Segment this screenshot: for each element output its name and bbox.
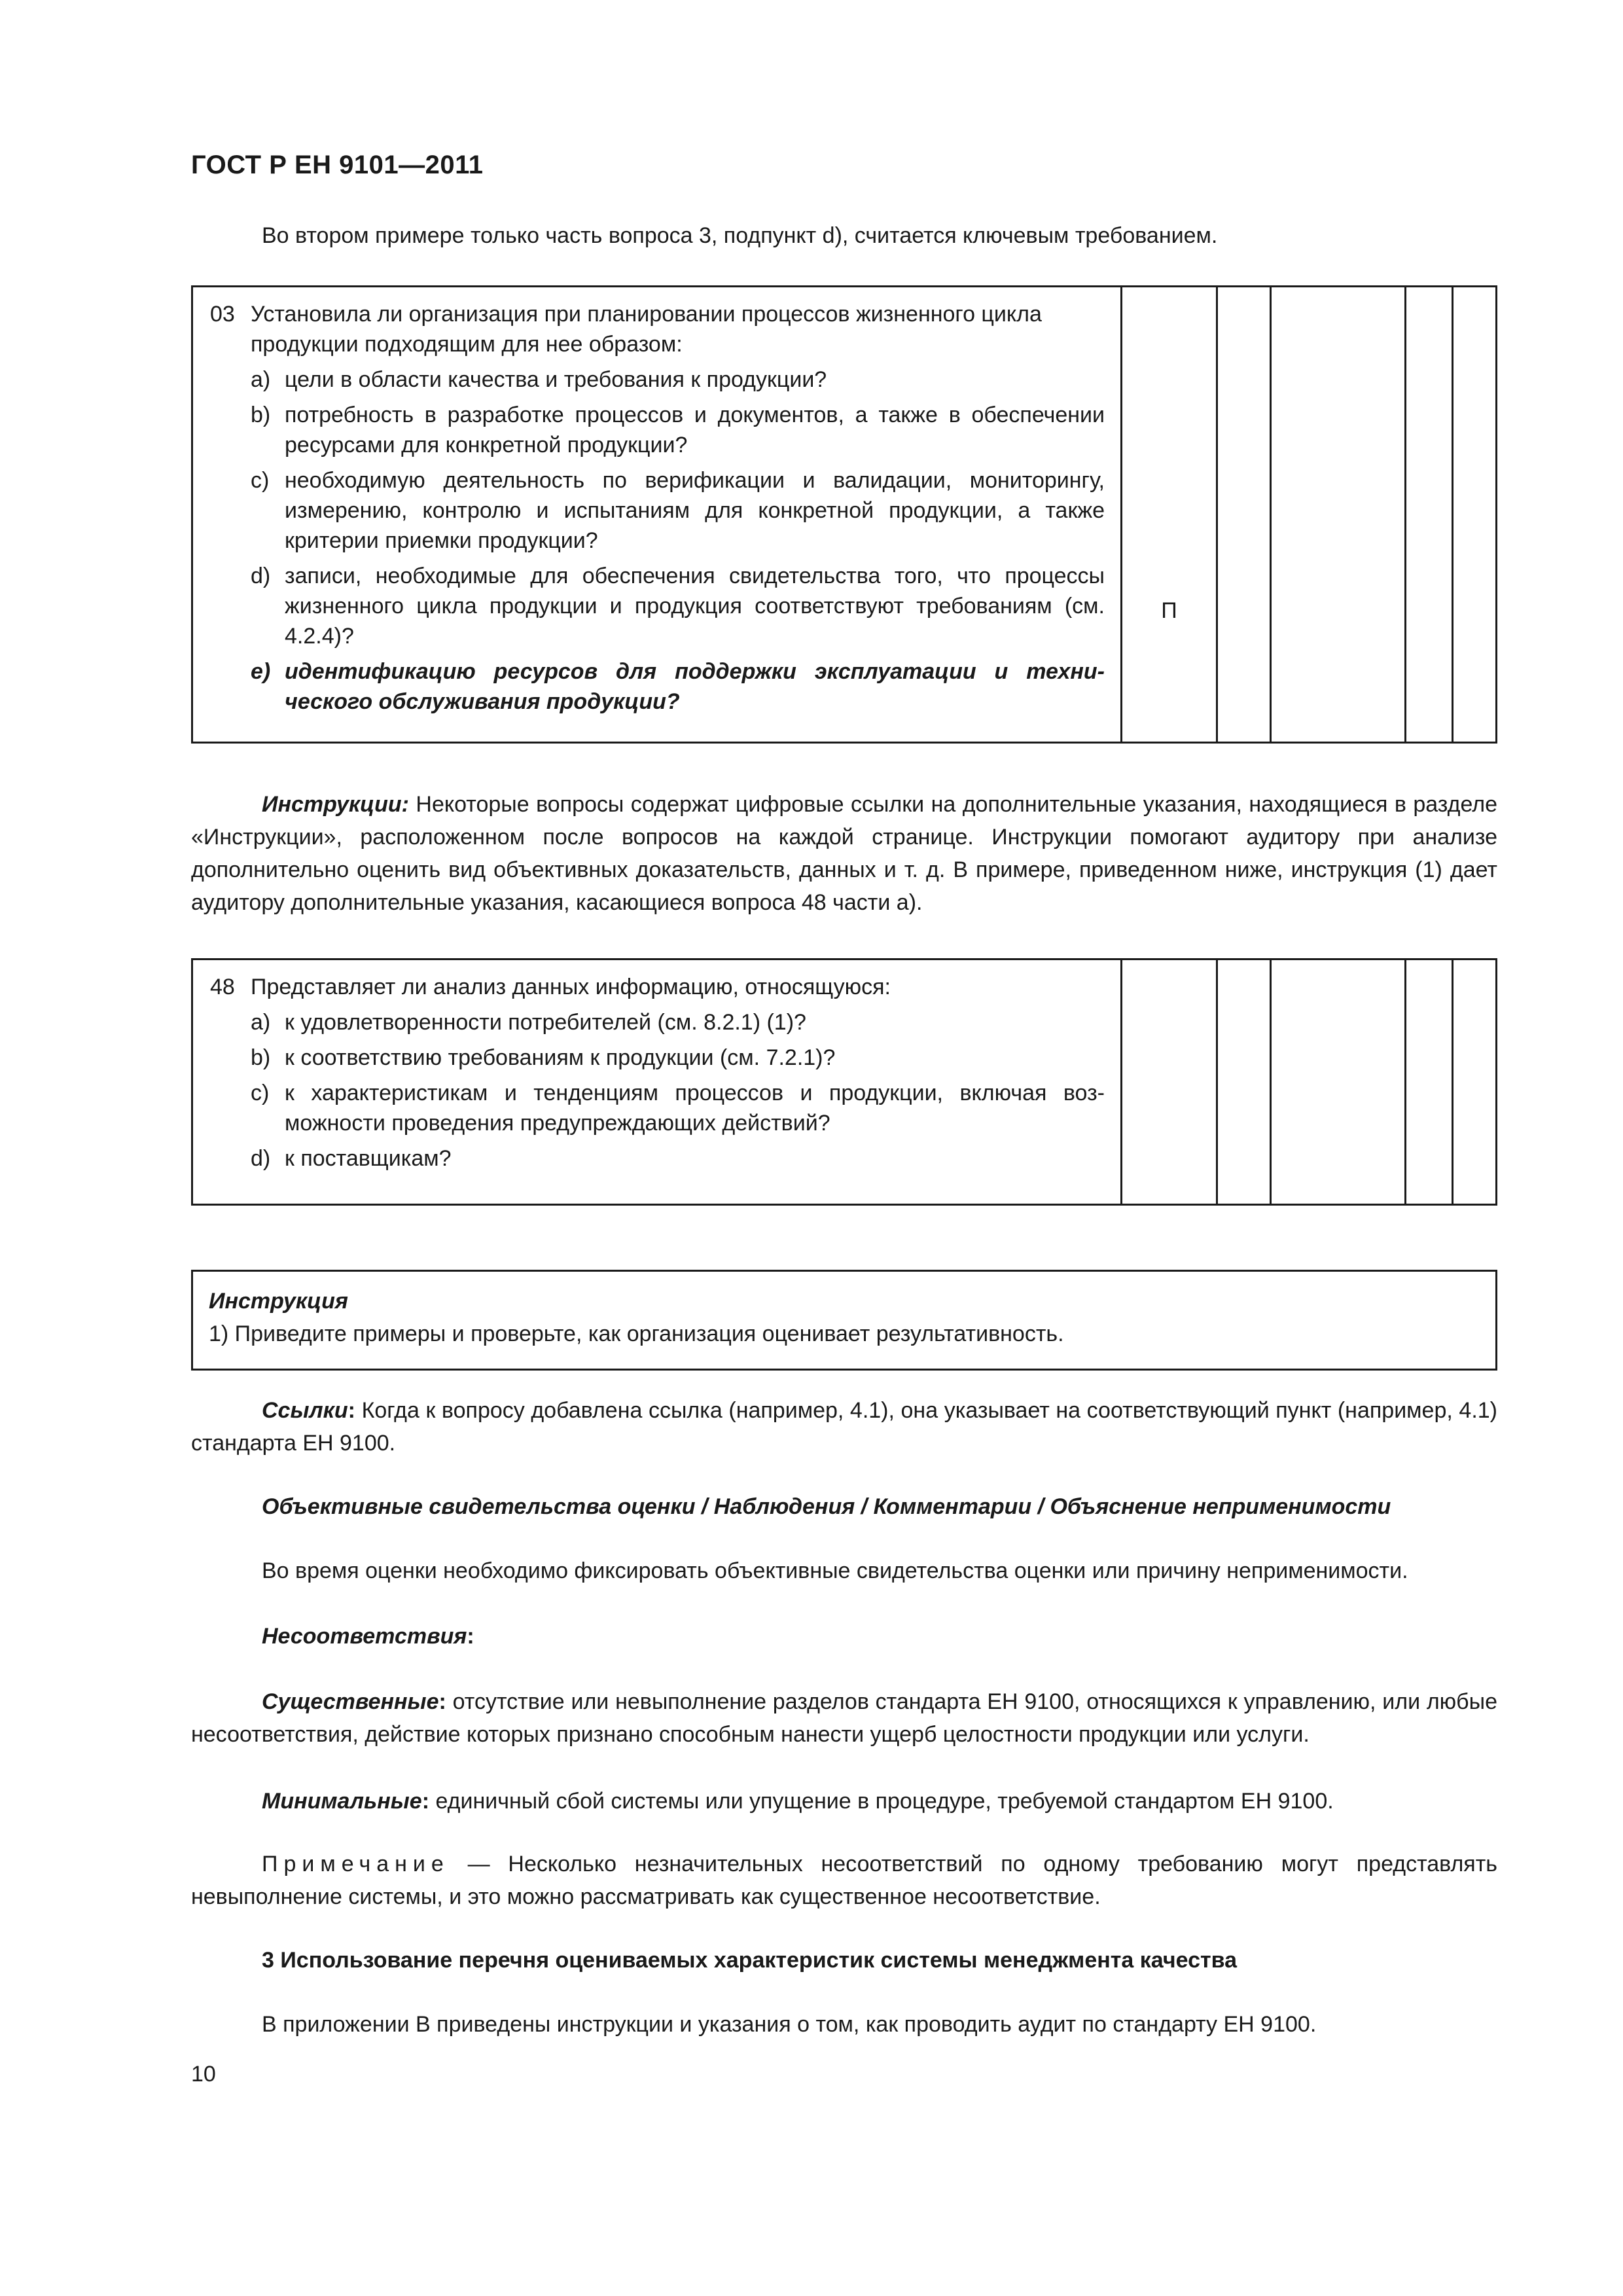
requirement-mark: П xyxy=(1161,598,1177,623)
answer-column xyxy=(1454,960,1495,1204)
list-item: a) цели в области качества и требования к продукции? xyxy=(251,367,827,392)
list-item: b) к соответствию требованиям к продукции (см. 7.2.1)? xyxy=(251,1045,836,1070)
answer-column xyxy=(1218,960,1272,1204)
answer-column xyxy=(1406,960,1454,1204)
list-item: b) потребность в разработке процессов и документов, а также в обеспечении ресурсами для конкретной продукции? xyxy=(251,403,1105,457)
answer-column xyxy=(1454,287,1495,742)
note-paragraph: Примечание — Несколько незначительных несоответствий по одному требованию могут представлять невыполнение системы, и это можно рассматривать как существенное несоответствие. xyxy=(191,1852,1497,1909)
list-item: c) к характеристикам и тенденциям процессов и продукции, включая возможности проведения предупреждающих действий? xyxy=(251,1081,1105,1136)
section-3-text: В приложении В приведены инструкции и указания о том, как проводить аудит по стандарту ЕН 9100. xyxy=(262,2012,1317,2037)
section-3-heading: 3 Использование перечня оцениваемых характеристик системы менеджмента качества xyxy=(262,1948,1237,1973)
answer-column xyxy=(1272,287,1406,742)
major-paragraph: Существенные: отсутствие или невыполнение разделов стандарта ЕН 9100, относящихся к управлению, или любые несоответствия, действие которых признано способным нанести ущерб целостности продукции или услуги. xyxy=(191,1689,1497,1747)
question-text: Представляет ли анализ данных информацию, относящуюся: xyxy=(251,975,891,999)
answer-column xyxy=(1122,960,1218,1204)
references-paragraph: Ссылки: Когда к вопросу добавлена ссылка (например, 4.1), она указывает на соответствующий пункт (например, 4.1) стандарта ЕН 9100. xyxy=(191,1398,1497,1456)
list-item: d) записи, необходимые для обеспечения свидетельства того, что процессы жизненного цикла продукции и продукция соответствуют требованиям (см. 4.2.4)? xyxy=(251,564,1105,649)
list-item: a) к удовлетворенности потребителей (см. 8.2.1) (1)? xyxy=(251,1010,806,1035)
answer-column xyxy=(1218,287,1272,742)
answer-column xyxy=(1272,960,1406,1204)
question-number: 48 xyxy=(210,975,235,999)
question-table-03 xyxy=(191,285,1497,744)
evidence-heading: Объективные свидетельства оценки / Наблюдения / Комментарии / Объяснение неприменимости xyxy=(262,1494,1391,1519)
intro-paragraph: Во втором примере только часть вопроса 3, подпункт d), считается ключевым требованием. xyxy=(262,223,1218,248)
page-number: 10 xyxy=(191,2062,216,2087)
instruction-text: 1) Приведите примеры и проверьте, как организация оценивает результативность. xyxy=(209,1321,1064,1346)
instruction-box xyxy=(191,1270,1497,1371)
question-number: 03 xyxy=(210,302,235,327)
list-item: c) необходимую деятельность по верификации и валидации, мониторингу, измерению, контролю и испытаниям для конкретной продукции, а также критерии приемки продукции? xyxy=(251,468,1105,553)
answer-column xyxy=(1122,287,1218,742)
evidence-paragraph: Во время оценки необходимо фиксировать объективные свидетельства оценки или причину неприменимости. xyxy=(262,1558,1408,1583)
question-cell xyxy=(193,287,1122,742)
document-header: ГОСТ Р ЕН 9101—2011 xyxy=(191,151,484,179)
question-table-48 xyxy=(191,958,1497,1206)
question-text: Установила ли организация при планировании процессов жизненного цикла продукции подходящим для нее образом: xyxy=(251,302,1042,357)
instructions-paragraph: Инструкции: Некоторые вопросы содержат цифровые ссылки на дополнительные указания, находящиеся в разделе «Инструкции», расположенном после вопросов на каждой странице. Инструкции помогают аудитору при анализе дополнительно оценить вид объективных доказательств, данных и т. д. В примере, приведенном ниже, инструкция (1) дает аудитору дополнительные указания, касающиеся вопроса 48 части а). xyxy=(191,792,1497,915)
list-item: d) к поставщикам? xyxy=(251,1146,452,1171)
minor-paragraph: Минимальные: единичный сбой системы или упущение в процедуре, требуемой стандартом ЕН 9100. xyxy=(262,1789,1334,1814)
instruction-title: Инструкция xyxy=(209,1289,348,1314)
key-requirement-item: e) идентификацию ресурсов для поддержки эксплуатации и технического обслуживания продукции? xyxy=(251,659,1105,714)
nonconformities-heading: Несоответствия: xyxy=(262,1624,474,1649)
question-cell xyxy=(193,960,1122,1204)
answer-column xyxy=(1406,287,1454,742)
